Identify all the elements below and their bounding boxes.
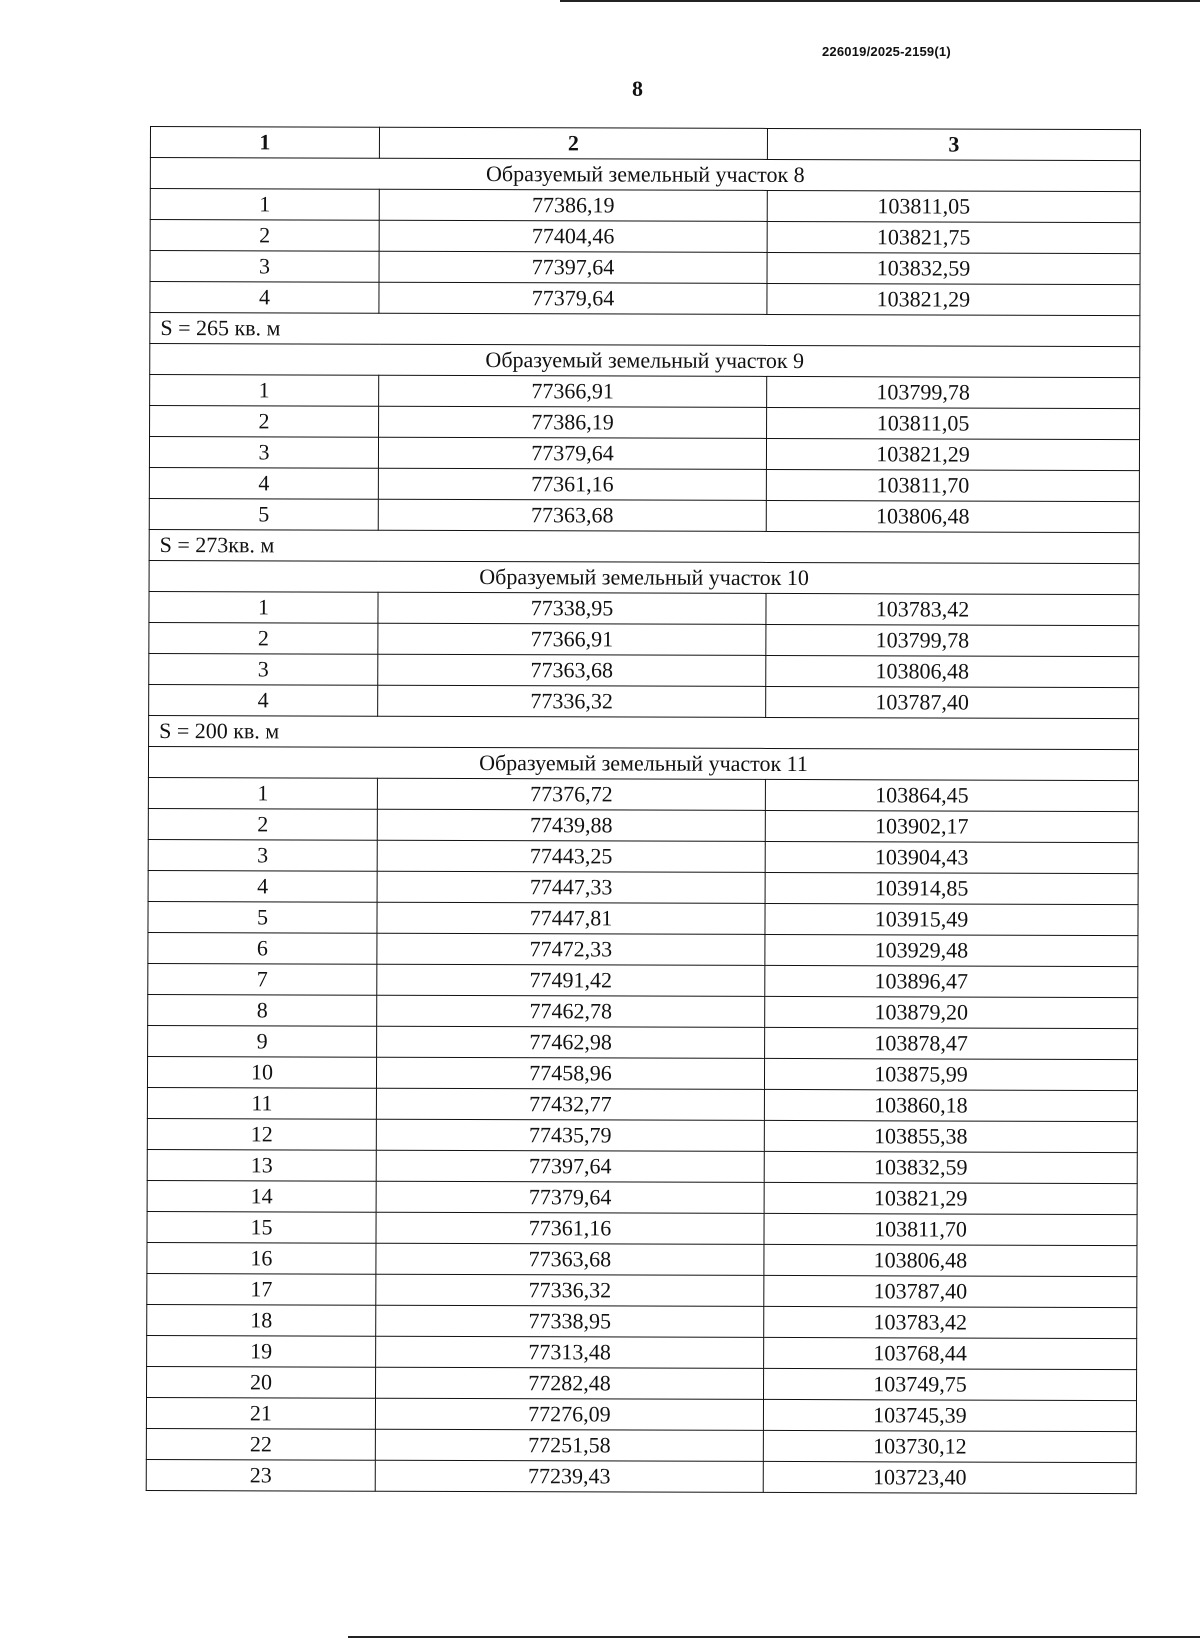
y-coordinate-cell: 103914,85 bbox=[765, 872, 1138, 904]
point-number-cell: 2 bbox=[150, 220, 379, 252]
point-number-cell: 15 bbox=[147, 1211, 376, 1243]
y-coordinate-cell: 103745,39 bbox=[763, 1399, 1136, 1431]
table-row bbox=[147, 1304, 1137, 1338]
table-row bbox=[147, 1366, 1137, 1400]
section-title-row bbox=[148, 746, 1138, 780]
table-row bbox=[147, 1056, 1137, 1090]
point-number-cell: 2 bbox=[149, 622, 378, 654]
y-coordinate-cell: 103879,20 bbox=[765, 996, 1138, 1028]
y-coordinate-cell: 103821,29 bbox=[764, 1182, 1137, 1214]
point-number-cell: 4 bbox=[149, 467, 378, 499]
x-coordinate-cell: 77338,95 bbox=[376, 1305, 764, 1337]
area-value: S = 273кв. м bbox=[149, 529, 1139, 563]
point-number-cell: 10 bbox=[147, 1056, 376, 1088]
table-row bbox=[150, 406, 1140, 440]
y-coordinate-cell: 103875,99 bbox=[764, 1058, 1137, 1090]
point-number-cell: 18 bbox=[147, 1304, 376, 1336]
y-coordinate-cell: 103811,05 bbox=[767, 407, 1140, 439]
point-number-cell: 3 bbox=[149, 437, 378, 469]
table-row bbox=[149, 467, 1139, 501]
point-number-cell: 6 bbox=[148, 932, 377, 964]
y-coordinate-cell: 103730,12 bbox=[763, 1430, 1136, 1462]
area-value: S = 200 кв. м bbox=[149, 715, 1139, 749]
x-coordinate-cell: 77443,25 bbox=[377, 840, 765, 872]
table-row bbox=[149, 622, 1139, 656]
y-coordinate-cell: 103787,40 bbox=[764, 1275, 1137, 1307]
point-number-cell: 5 bbox=[149, 498, 378, 530]
point-number-cell: 16 bbox=[147, 1242, 376, 1274]
area-row bbox=[150, 313, 1140, 347]
table-row bbox=[148, 870, 1138, 904]
table-row bbox=[150, 251, 1140, 285]
coordinates-table bbox=[146, 126, 1141, 1494]
y-coordinate-cell: 103749,75 bbox=[764, 1368, 1137, 1400]
column-header: 2 bbox=[379, 127, 767, 159]
table-row bbox=[147, 1087, 1137, 1121]
table-row bbox=[146, 1459, 1136, 1493]
point-number-cell: 23 bbox=[146, 1459, 375, 1491]
x-coordinate-cell: 77379,64 bbox=[378, 437, 766, 469]
point-number-cell: 20 bbox=[147, 1366, 376, 1398]
y-coordinate-cell: 103855,38 bbox=[764, 1120, 1137, 1152]
x-coordinate-cell: 77462,78 bbox=[377, 995, 765, 1027]
point-number-cell: 17 bbox=[147, 1273, 376, 1305]
y-coordinate-cell: 103832,59 bbox=[767, 252, 1140, 284]
area-value: S = 265 кв. м bbox=[150, 313, 1140, 347]
table-row bbox=[148, 808, 1138, 842]
point-number-cell: 2 bbox=[150, 406, 379, 438]
point-number-cell: 13 bbox=[147, 1149, 376, 1181]
y-coordinate-cell: 103799,78 bbox=[766, 624, 1139, 656]
point-number-cell: 5 bbox=[148, 901, 377, 933]
section-title: Образуемый земельный участок 11 bbox=[148, 746, 1138, 780]
x-coordinate-cell: 77379,64 bbox=[379, 282, 767, 314]
x-coordinate-cell: 77336,32 bbox=[376, 1274, 764, 1306]
table-body bbox=[146, 158, 1140, 1494]
point-number-cell: 14 bbox=[147, 1180, 376, 1212]
table-row bbox=[149, 437, 1139, 471]
table-row bbox=[147, 1118, 1137, 1152]
x-coordinate-cell: 77386,19 bbox=[379, 189, 767, 221]
table-row bbox=[148, 901, 1138, 935]
y-coordinate-cell: 103783,42 bbox=[764, 1306, 1137, 1338]
point-number-cell: 12 bbox=[147, 1118, 376, 1150]
table-row bbox=[150, 375, 1140, 409]
point-number-cell: 8 bbox=[148, 994, 377, 1026]
scan-top-rule bbox=[560, 0, 1200, 2]
y-coordinate-cell: 103799,78 bbox=[767, 376, 1140, 408]
table-row bbox=[148, 1025, 1138, 1059]
section-title-row bbox=[150, 158, 1140, 192]
table-row bbox=[147, 1242, 1137, 1276]
table-row bbox=[148, 994, 1138, 1028]
x-coordinate-cell: 77439,88 bbox=[377, 809, 765, 841]
x-coordinate-cell: 77462,98 bbox=[377, 1026, 765, 1058]
table-row bbox=[150, 282, 1140, 316]
y-coordinate-cell: 103915,49 bbox=[765, 903, 1138, 935]
x-coordinate-cell: 77447,33 bbox=[377, 871, 765, 903]
coordinates-table-container bbox=[146, 126, 1140, 1494]
section-title: Образуемый земельный участок 8 bbox=[150, 158, 1140, 192]
x-coordinate-cell: 77491,42 bbox=[377, 964, 765, 996]
x-coordinate-cell: 77336,32 bbox=[378, 685, 766, 717]
table-row bbox=[147, 1273, 1137, 1307]
x-coordinate-cell: 77251,58 bbox=[375, 1429, 763, 1461]
point-number-cell: 11 bbox=[147, 1087, 376, 1119]
y-coordinate-cell: 103878,47 bbox=[765, 1027, 1138, 1059]
x-coordinate-cell: 77397,64 bbox=[379, 251, 767, 283]
section-title: Образуемый земельный участок 9 bbox=[150, 344, 1140, 378]
point-number-cell: 1 bbox=[150, 375, 379, 407]
table-row bbox=[150, 220, 1140, 254]
table-row bbox=[148, 963, 1138, 997]
area-row bbox=[149, 529, 1139, 563]
y-coordinate-cell: 103811,70 bbox=[766, 469, 1139, 501]
x-coordinate-cell: 77239,43 bbox=[375, 1460, 763, 1492]
point-number-cell: 2 bbox=[148, 808, 377, 840]
table-header-row bbox=[150, 127, 1140, 161]
point-number-cell: 3 bbox=[148, 839, 377, 871]
x-coordinate-cell: 77379,64 bbox=[376, 1181, 764, 1213]
point-number-cell: 1 bbox=[150, 189, 379, 221]
table-row bbox=[148, 932, 1138, 966]
point-number-cell: 1 bbox=[149, 591, 378, 623]
x-coordinate-cell: 77472,33 bbox=[377, 933, 765, 965]
x-coordinate-cell: 77458,96 bbox=[376, 1057, 764, 1089]
x-coordinate-cell: 77363,68 bbox=[376, 1243, 764, 1275]
table-row bbox=[146, 1397, 1136, 1431]
point-number-cell: 3 bbox=[150, 251, 379, 283]
y-coordinate-cell: 103806,48 bbox=[764, 1244, 1137, 1276]
y-coordinate-cell: 103806,48 bbox=[766, 500, 1139, 532]
x-coordinate-cell: 77282,48 bbox=[376, 1367, 764, 1399]
y-coordinate-cell: 103896,47 bbox=[765, 965, 1138, 997]
point-number-cell: 3 bbox=[149, 653, 378, 685]
y-coordinate-cell: 103787,40 bbox=[766, 686, 1139, 718]
point-number-cell: 7 bbox=[148, 963, 377, 995]
x-coordinate-cell: 77432,77 bbox=[376, 1088, 764, 1120]
x-coordinate-cell: 77363,68 bbox=[378, 499, 766, 531]
table-row bbox=[149, 498, 1139, 532]
x-coordinate-cell: 77313,48 bbox=[376, 1336, 764, 1368]
table-row bbox=[150, 189, 1140, 223]
point-number-cell: 4 bbox=[148, 870, 377, 902]
x-coordinate-cell: 77366,91 bbox=[379, 375, 767, 407]
x-coordinate-cell: 77276,09 bbox=[375, 1398, 763, 1430]
table-row bbox=[149, 653, 1139, 687]
table-row bbox=[147, 1211, 1137, 1245]
document-number: 226019/2025-2159(1) bbox=[822, 44, 951, 59]
point-number-cell: 1 bbox=[148, 777, 377, 809]
y-coordinate-cell: 103864,45 bbox=[765, 779, 1138, 811]
x-coordinate-cell: 77386,19 bbox=[379, 406, 767, 438]
table-row bbox=[148, 839, 1138, 873]
y-coordinate-cell: 103904,43 bbox=[765, 841, 1138, 873]
x-coordinate-cell: 77361,16 bbox=[376, 1212, 764, 1244]
y-coordinate-cell: 103832,59 bbox=[764, 1151, 1137, 1183]
table-row bbox=[149, 684, 1139, 718]
section-title-row bbox=[149, 560, 1139, 594]
table-row bbox=[147, 1149, 1137, 1183]
x-coordinate-cell: 77435,79 bbox=[376, 1119, 764, 1151]
scan-bottom-rule bbox=[348, 1636, 1200, 1638]
x-coordinate-cell: 77404,46 bbox=[379, 220, 767, 252]
x-coordinate-cell: 77338,95 bbox=[378, 592, 766, 624]
y-coordinate-cell: 103806,48 bbox=[766, 655, 1139, 687]
y-coordinate-cell: 103811,05 bbox=[767, 190, 1140, 222]
table-row bbox=[146, 1428, 1136, 1462]
y-coordinate-cell: 103768,44 bbox=[764, 1337, 1137, 1369]
section-title-row bbox=[150, 344, 1140, 378]
x-coordinate-cell: 77361,16 bbox=[378, 468, 766, 500]
point-number-cell: 21 bbox=[146, 1397, 375, 1429]
point-number-cell: 4 bbox=[150, 282, 379, 314]
point-number-cell: 19 bbox=[147, 1335, 376, 1367]
y-coordinate-cell: 103811,70 bbox=[764, 1213, 1137, 1245]
y-coordinate-cell: 103821,29 bbox=[767, 283, 1140, 315]
point-number-cell: 22 bbox=[146, 1428, 375, 1460]
y-coordinate-cell: 103860,18 bbox=[764, 1089, 1137, 1121]
y-coordinate-cell: 103821,75 bbox=[767, 221, 1140, 253]
area-row bbox=[149, 715, 1139, 749]
x-coordinate-cell: 77397,64 bbox=[376, 1150, 764, 1182]
table-row bbox=[147, 1180, 1137, 1214]
table-row bbox=[148, 777, 1138, 811]
page-number: 8 bbox=[632, 76, 643, 101]
point-number-cell: 9 bbox=[148, 1025, 377, 1057]
y-coordinate-cell: 103723,40 bbox=[763, 1461, 1136, 1493]
x-coordinate-cell: 77376,72 bbox=[377, 778, 765, 810]
y-coordinate-cell: 103783,42 bbox=[766, 593, 1139, 625]
column-header: 1 bbox=[150, 127, 379, 159]
y-coordinate-cell: 103821,29 bbox=[766, 438, 1139, 470]
section-title: Образуемый земельный участок 10 bbox=[149, 560, 1139, 594]
column-header: 3 bbox=[767, 128, 1140, 160]
table-row bbox=[147, 1335, 1137, 1369]
y-coordinate-cell: 103902,17 bbox=[765, 810, 1138, 842]
x-coordinate-cell: 77366,91 bbox=[378, 623, 766, 655]
x-coordinate-cell: 77447,81 bbox=[377, 902, 765, 934]
y-coordinate-cell: 103929,48 bbox=[765, 934, 1138, 966]
x-coordinate-cell: 77363,68 bbox=[378, 654, 766, 686]
point-number-cell: 4 bbox=[149, 684, 378, 716]
table-row bbox=[149, 591, 1139, 625]
